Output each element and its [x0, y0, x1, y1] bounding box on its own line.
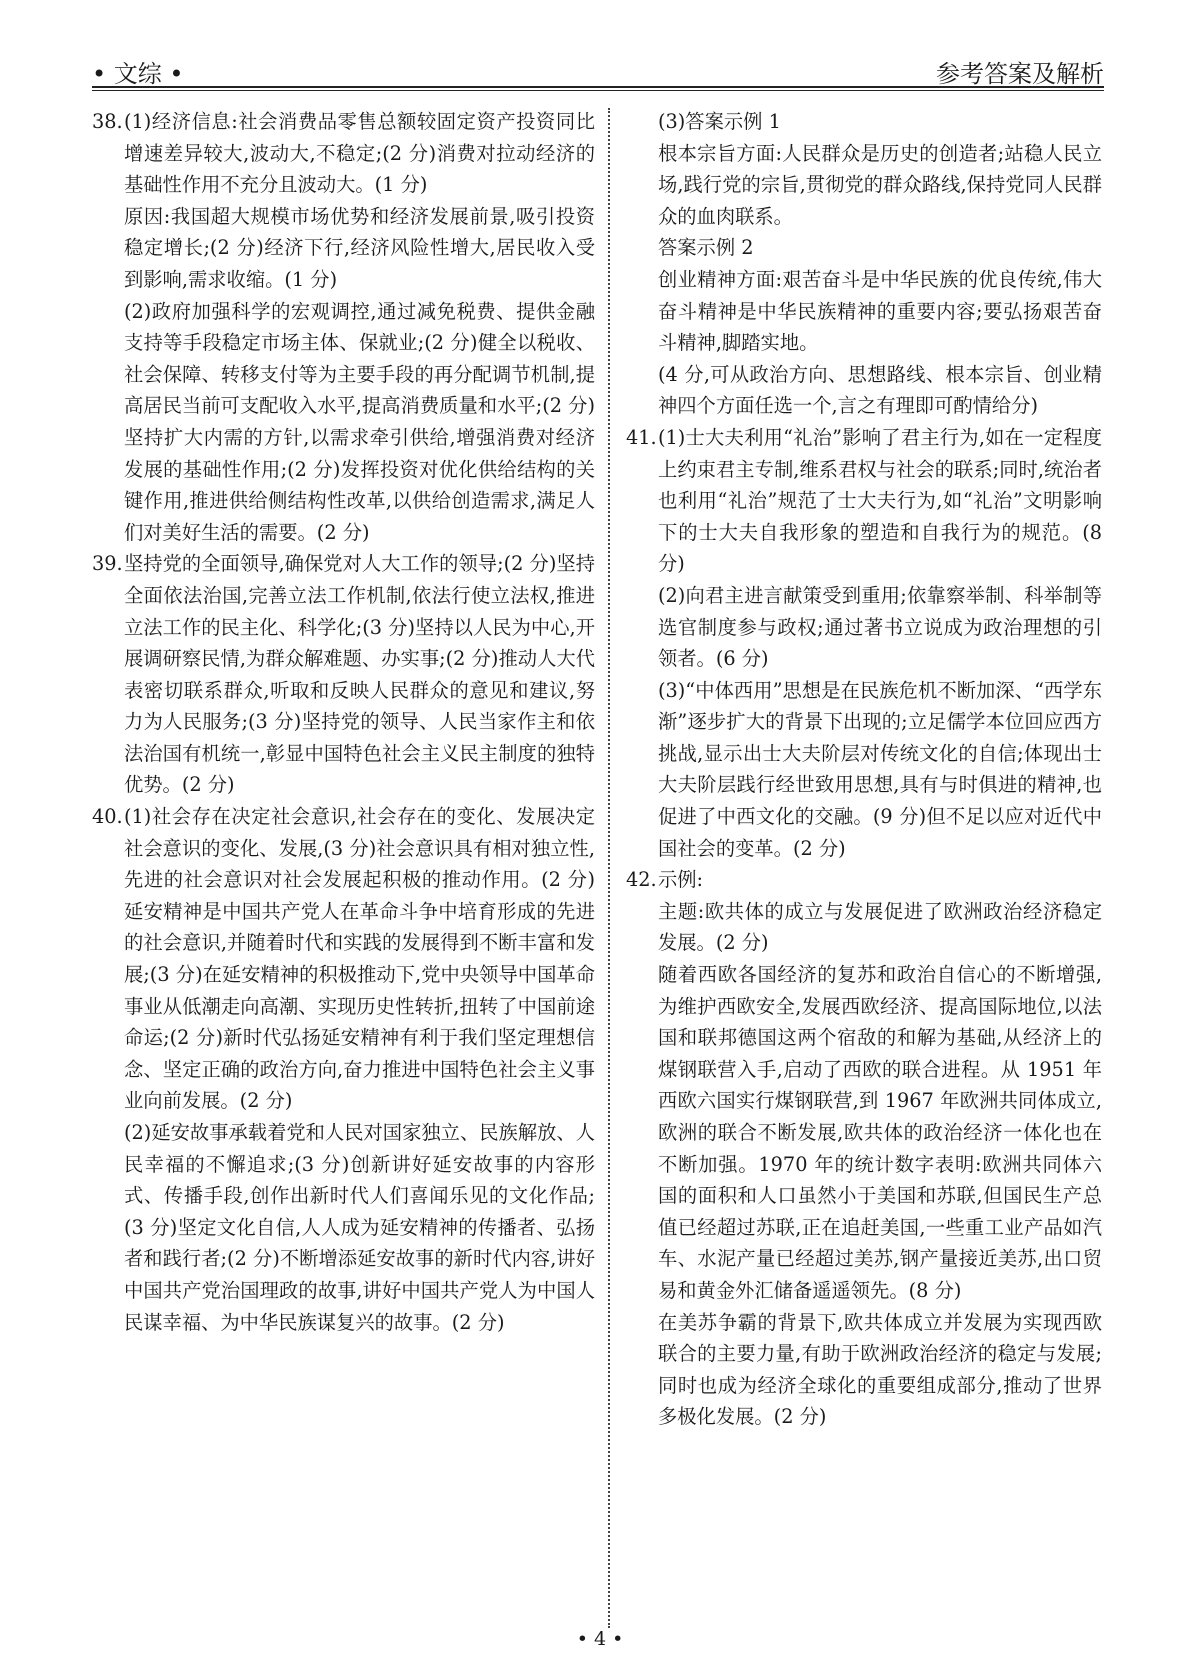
answer-paragraph: (1)经济信息:社会消费品零售总额较固定资产投资同比增速差异较大,波动大,不稳定;(2 分)消费对拉动经济的基础性作用不充分且波动大。(1 分): [124, 110, 595, 197]
answer-paragraph: 根本宗旨方面:人民群众是历史的创造者;站稳人民立场,践行党的宗旨,贯彻党的群众路线,保持党同人民群众的血肉联系。: [658, 141, 1102, 228]
answer-paragraph: 坚持党的全面领导,确保党对人大工作的领导;(2 分)坚持全面依法治国,完善立法工作机制,依法行使立法权,推进立法工作的民主化、科学化;(3 分)坚持以人民为中心,开展调研察民情,为群众解难题、办实事;(2 分)推动人大代表密切联系群众,听取和反映人民群众的意见和建议,努力为人民服务;(3 分)坚持党的领导、人民当家作主和依法治国有机统一,彰显中国特色社会主义民主制度的独特优势。(2 分): [124, 552, 595, 797]
answer-paragraph: (3)答案示例 1: [658, 110, 781, 133]
page-title: 参考答案及解析: [936, 60, 1104, 88]
answer-paragraph: 在美苏争霸的背景下,欧共体成立并发展为实现西欧联合的主要力量,有助于欧洲政治经济的稳定与发展;同时也成为经济全球化的重要组成部分,推动了世界多极化发展。(2 分): [658, 1310, 1102, 1429]
answer-paragraph: (1)社会存在决定社会意识,社会存在的变化、发展决定社会意识的变化、发展,(3 分)社会意识具有相对独立性,先进的社会意识对社会发展起积极的推动作用。(2 分)延安精神是中国共产党人在革命斗争中培育形成的先进的社会意识,并随着时代和实践的发展得到不断丰富和发展;(3 分)在延安精神的积极推动下,党中央领导中国革命事业从低潮走向高潮、实现历史性转折,扭转了中国前途命运;(2 分)新时代弘扬延安精神有利于我们坚定理想信念、坚定正确的政治方向,奋力推进中国特色社会主义事业向前发展。(2 分): [124, 805, 595, 1113]
question-42: [626, 864, 1102, 1433]
question-41: [626, 422, 1102, 864]
header-rule-thin: [92, 90, 1104, 91]
subject-label: • 文综 •: [92, 60, 184, 88]
question-40: [92, 801, 595, 1338]
answer-paragraph: (4 分,可从政治方向、思想路线、根本宗旨、创业精神四个方面任选一个,言之有理即可酌情给分): [658, 362, 1102, 418]
question-number: 40.: [92, 805, 123, 829]
question-number: 41.: [626, 425, 657, 449]
question-39: [92, 548, 595, 801]
header-rule: [92, 86, 1104, 88]
answer-paragraph: 创业精神方面:艰苦奋斗是中华民族的优良传统,伟大奋斗精神是中华民族精神的重要内容;要弘扬艰苦奋斗精神,脚踏实地。: [658, 267, 1102, 355]
question-number: 38.: [92, 110, 123, 133]
answer-paragraph: 答案示例 2: [658, 236, 754, 260]
answer-paragraph: (2)政府加强科学的宏观调控,通过减免税费、提供金融支持等手段稳定市场主体、保就业;(2 分)健全以税收、社会保障、转移支付等为主要手段的再分配调节机制,提高居民当前可支配收入水平,提高消费质量和水平;(2 分)坚持扩大内需的方针,以需求牵引供给,增强消费对经济发展的基础性作用;(2 分)发挥投资对优化供给结构的关键作用,推进供给侧结构性改革,以供给创造需求,满足人们对美好生活的需要。(2 分): [124, 299, 595, 544]
answer-paragraph: (2)向君主进言献策受到重用;依靠察举制、科举制等选官制度参与政权;通过著书立说成为政治理想的引领者。(6 分): [658, 583, 1102, 671]
answer-paragraph: (1)士大夫利用“礼治”影响了君主行为,如在一定程度上约束君主专制,维系君权与社会的联系;同时,统治者也利用“礼治”规范了士大夫行为,如“礼治”文明影响下的士大夫自我形象的塑造和自我行为的规范。(8 分): [658, 425, 1102, 576]
question-number: 42.: [626, 868, 657, 892]
answer-paragraph: 随着西欧各国经济的复苏和政治自信心的不断增强,为维护西欧安全,发展西欧经济、提高国际地位,以法国和联邦德国这两个宿敌的和解为基础,从经济上的煤钢联营入手,启动了西欧的联合进程。从 1951 年西欧六国实行煤钢联营,到 1967 年欧洲共同体成立,欧洲的联合不断发展,欧共体的政治经济一体化也在不断加强。1970 年的统计数字表明:欧洲共同体六国的面积和人口虽然小于美国和苏联,但国民生产总值已经超过苏联,正在追赶美国,一些重工业产品如汽车、水泥产量已经超过美苏,钢产量接近美苏,出口贸易和黄金外汇储备遥遥领先。(8 分): [658, 963, 1102, 1302]
page-number: • 4 •: [576, 1628, 624, 1650]
answer-paragraph: 示例:: [658, 868, 704, 892]
answer-paragraph: 原因:我国超大规模市场优势和经济发展前景,吸引投资稳定增长;(2 分)经济下行,经济风险性增大,居民收入受到影响,需求收缩。(1 分): [124, 204, 595, 291]
question-38: [92, 106, 595, 548]
question-40-continued: [626, 106, 1102, 422]
answer-paragraph: (2)延安故事承载着党和人民对国家独立、民族解放、人民幸福的不懈追求;(3 分)创新讲好延安故事的内容形式、传播手段,创作出新时代人们喜闻乐见的文化作品;(3 分)坚定文化自信,人人成为延安精神的传播者、弘扬者和践行者;(2 分)不断增添延安故事的新时代内容,讲好中国共产党治国理政的故事,讲好中国共产党人为中国人民谋幸福、为中华民族谋复兴的故事。(2 分): [124, 1121, 595, 1334]
answer-paragraph: 主题:欧共体的成立与发展促进了欧洲政治经济稳定发展。(2 分): [658, 899, 1102, 955]
left-column: [92, 106, 595, 1338]
column-divider: [608, 108, 610, 1628]
question-number: 39.: [92, 552, 123, 576]
answer-paragraph: (3)“中体西用”思想是在民族危机不断加深、“西学东渐”逐步扩大的背景下出现的;立足儒学本位回应西方挑战,显示出士大夫阶层对传统文化的自信;体现出士大夫阶层践行经世致用思想,具有与时俱进的精神,也促进了中西文化的交融。(9 分)但不足以应对近代中国社会的变革。(2 分): [658, 678, 1102, 860]
right-column: [626, 106, 1102, 1433]
